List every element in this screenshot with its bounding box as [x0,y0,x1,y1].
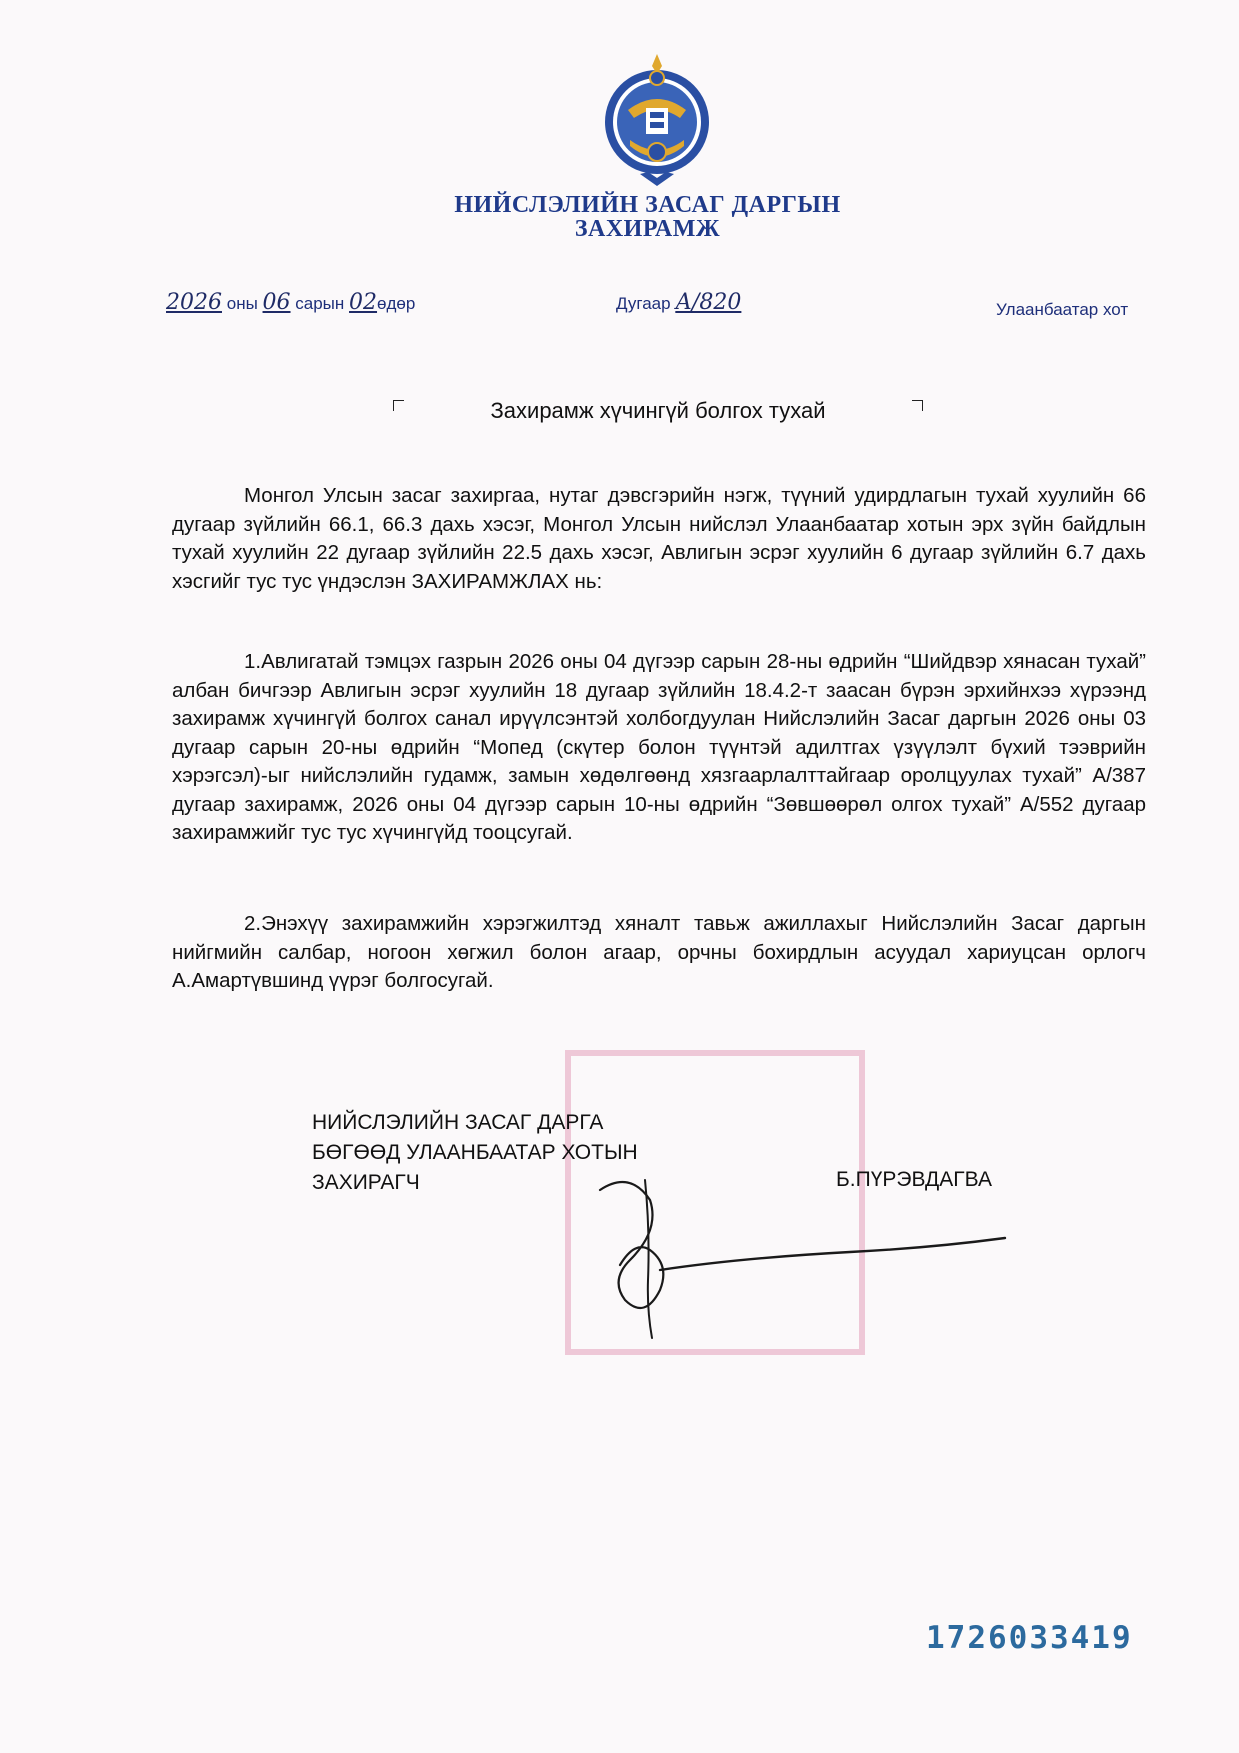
date-year-suffix: оны [226,294,258,313]
document-number [616,290,741,315]
article-1-paragraph [172,648,1146,848]
handwritten-signature [590,1170,1010,1340]
signatory-title-line-1: НИЙСЛЭЛИЙН ЗАСАГ ДАРГА [312,1111,604,1134]
date-day: 02 [349,290,378,315]
article-2-paragraph [172,910,1146,996]
date-day-suffix: өдөр [377,294,416,313]
document-serial-number: 1726033419 [926,1620,1133,1656]
date-month-suffix: сарын [295,294,345,313]
document-title: Захирамж хүчингүй болгох тухай [490,398,826,423]
state-emblem-icon [600,48,714,190]
date-year: 2026 [166,290,222,315]
document-date [166,290,415,315]
article-1-text: 1.Авлигатай тэмцэх газрын 2026 оны 04 дүгээр сарын 28-ны өдрийн “Шийдвэр хянасан тухай” албан бичгээр Авлигын эсрэг хуулийн 18 дугаар зүйлийн 18.4.2-т заасан бүрэн эрхийнхээ хүрээнд захирамж хүчингүй болгох санал ирүүлсэнтэй холбогдуулан Нийслэлийн Засаг даргын 2026 оны 03 дугаар сарын 20-ны өдрийн “Мопед (скүтер болон түүнтэй адилтгах үзүүлэлт бүхий тээврийн хэрэгсэл)-ыг нийслэлийн гудамж, замын хөдөлгөөнд хязгаарлалттайгаар оролцуулах тухай” А/387 дугаар захирамж, 2026 оны 04 дүгээр сарын 10-ны өдрийн “Зөвшөөрөл олгох тухай” А/552 дугаар захирамжийг тус тус хүчингүйд тооцсугай. [172,650,1146,844]
article-2-text: 2.Энэхүү захирамжийн хэрэгжилтэд хяналт тавьж ажиллахыг Нийслэлийн Засаг даргын нийгмийн салбар, ногоон хөгжил болон агаар, орчны бохирдлын асуудал хариуцсан орлогч А.Амартүвшинд үүрэг болгосугай. [172,912,1146,992]
number-label: Дугаар [616,294,671,313]
preamble-text: Монгол Улсын засаг захиргаа, нутаг дэвсгэрийн нэгж, түүний удирдлагын тухай хуулийн 66 дугаар зүйлийн 66.1, 66.3 дахь хэсэг, Монгол Улсын нийслэл Улаанбаатар хотын эрх зүйн байдлын тухай хуулийн 22 дугаар зүйлийн 22.5 дахь хэсэг, Авлигын эсрэг хуулийн 6 дугаар зүйлийн 6.7 дахь хэсгийг тус тус үндэслэн ЗАХИРАМЖЛАХ нь: [172,484,1146,593]
issuing-authority: НИЙСЛЭЛИЙН ЗАСАГ ДАРГЫН [454,192,841,218]
signatory-name: Б.ПҮРЭВДАГВА [836,1168,992,1191]
date-month: 06 [262,290,291,315]
city: Улаанбаатар хот [996,300,1129,319]
signatory-title [312,1108,638,1198]
document-title-block [393,398,923,428]
document-type: ЗАХИРАМЖ [574,216,721,242]
preamble-paragraph [172,482,1146,596]
number-value: А/820 [675,290,742,315]
signatory-title-line-3: ЗАХИРАГЧ [312,1171,420,1194]
signatory-title-line-2: БӨГӨӨД УЛААНБААТАР ХОТЫН [312,1141,638,1164]
